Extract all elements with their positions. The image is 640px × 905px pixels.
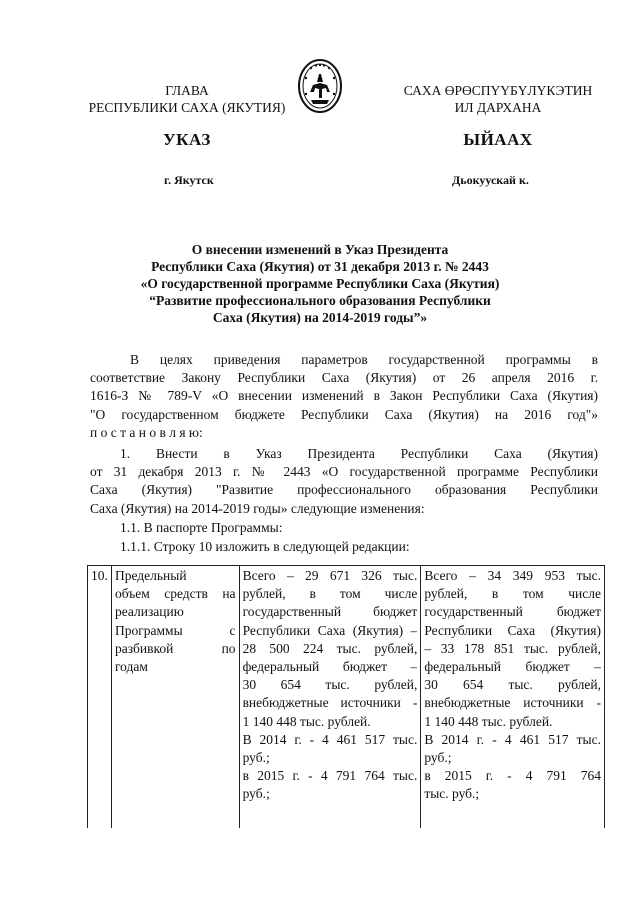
cell-line: В 2014 г. - 4 461 517 тыс.: [242, 731, 418, 747]
program-passport-table: [87, 565, 605, 828]
decree-title: [60, 241, 580, 326]
city-right: Дьокуускай к.: [452, 173, 529, 187]
cell-line: руб.;: [242, 749, 270, 765]
title-line: Саха (Якутия) на 2014-2019 годы”»: [212, 310, 428, 325]
cell-line: – 33 178 851 тыс. рублей,: [424, 640, 601, 656]
cell-line: внебюджетные источники -: [242, 695, 418, 711]
text-line: 1616-З № 789-V «О внесении изменений в Закон Республики Саха (Якутия): [90, 388, 598, 404]
cell-line: федеральный бюджет –: [424, 658, 601, 674]
text-line: Саха (Якутия) на 2014-2019 годы» следующие изменения:: [90, 500, 425, 516]
table-row: [88, 566, 605, 828]
cell-line: разбивкой по: [114, 640, 236, 656]
cell-line: В 2014 г. - 4 461 517 тыс.: [424, 731, 601, 747]
cell-line: 30 654 тыс. рублей,: [242, 677, 418, 693]
issuer-left-line2: РЕСПУБЛИКИ САХА (ЯКУТИЯ): [88, 100, 286, 115]
clause-1-1: 1.1. В паспорте Программы:: [120, 520, 283, 535]
current-wording-cell: [239, 566, 421, 828]
cell-line: в 2015 г. - 4 791 764: [424, 768, 601, 784]
cell-line: Всего – 29 671 326 тыс.: [242, 568, 418, 583]
cell-line: в 2015 г. - 4 791 764 тыс.: [242, 768, 418, 784]
text-line: "О государственном бюджете Республики Саха (Якутия) на 2016 год"»: [90, 406, 598, 422]
cell-line: рублей, в том числе: [424, 586, 601, 602]
preamble-paragraph: [90, 351, 598, 442]
row-number-cell: 10.: [88, 566, 112, 828]
text-line: от 31 декабря 2013 г. № 2443 «О государственной программе Республики: [90, 464, 598, 480]
clause-1-1-1: 1.1.1. Строку 10 изложить в следующей редакции:: [120, 539, 410, 554]
cell-line: Республики Саха (Якутия) –: [242, 622, 418, 638]
text-line: 1. Внести в Указ Президента Республики Саха (Якутия): [120, 446, 598, 461]
cell-line: реализацию: [114, 604, 184, 620]
cell-line: 1 140 448 тыс. рублей.: [242, 713, 371, 729]
title-line: О внесении изменений в Указ Президента: [191, 242, 449, 257]
cell-line: руб.;: [424, 749, 452, 765]
cell-line: внебюджетные источники -: [424, 695, 601, 711]
cell-line: руб.;: [242, 786, 270, 802]
text-line: В целях приведения параметров государственной программы в: [130, 352, 598, 367]
row-name-cell: [111, 566, 239, 828]
cell-line: Программы с: [114, 622, 236, 638]
cell-line: 28 500 224 тыс. рублей,: [242, 640, 418, 656]
clause-1-paragraph: [90, 445, 598, 518]
cell-line: объем средств на: [114, 586, 236, 602]
issuer-left-line1: ГЛАВА: [165, 83, 209, 98]
cell-line: Всего – 34 349 953 тыс.: [424, 568, 601, 583]
cell-line: государственный бюджет: [242, 604, 418, 620]
cell-line: Республики Саха (Якутия): [424, 622, 601, 638]
cell-line: рублей, в том числе: [242, 586, 418, 602]
issuer-right-line2: ИЛ ДАРХАНА: [454, 100, 542, 115]
cell-line: государственный бюджет: [424, 604, 601, 620]
text-line: Саха (Якутия) "Развитие профессионального образования Республики: [90, 482, 598, 498]
new-wording-cell: [421, 566, 605, 828]
title-line: «О государственной программе Республики Саха (Якутия): [140, 276, 500, 291]
text-line: п о с т а н о в л я ю:: [90, 424, 203, 440]
city-left: г. Якутск: [164, 173, 214, 187]
title-line: “Развитие профессионального образования Республики: [149, 293, 491, 308]
text-line: соответствие Закону Республики Саха (Якутия) от 26 апреля 2016 г.: [90, 370, 598, 386]
cell-line: годам: [114, 658, 148, 674]
coat-of-arms-emblem: [297, 58, 343, 114]
title-line: Республики Саха (Якутия) от 31 декабря 2013 г. № 2443: [151, 259, 489, 274]
cell-line: тыс. руб.;: [424, 786, 480, 802]
document-type-right: ЫЙААХ: [463, 130, 533, 149]
issuer-right-line1: САХА ӨРӨСПҮҮБҮЛҮКЭТИН: [403, 83, 593, 98]
cell-line: Предельный: [114, 568, 187, 583]
cell-line: 30 654 тыс. рублей,: [424, 677, 601, 693]
document-type-left: УКАЗ: [163, 130, 211, 149]
cell-line: федеральный бюджет –: [242, 658, 418, 674]
cell-line: 1 140 448 тыс. рублей.: [424, 713, 553, 729]
